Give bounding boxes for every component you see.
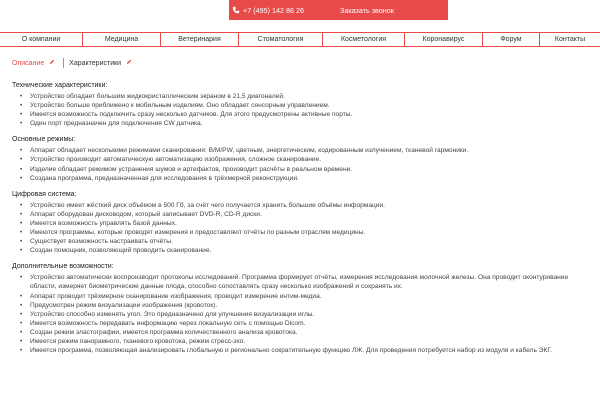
list-item: • Устройство производит автоматическую автоматизацию изображения, сложное сканирование.: [12, 155, 592, 164]
callback-button[interactable]: [340, 0, 394, 20]
phone-link[interactable]: [232, 0, 304, 20]
top-bar: [0, 0, 600, 20]
description-content: [12, 82, 592, 363]
top-bar-left-spacer: [0, 0, 229, 20]
tab-description-label: Описание: [12, 60, 45, 67]
section-modes: [12, 136, 592, 182]
nav-item-medicine[interactable]: Медицина: [83, 33, 161, 46]
callback-label: Заказать звонок: [340, 5, 394, 15]
nav-item-company[interactable]: О компании: [0, 33, 83, 46]
tab-characteristics-label: Характеристики: [69, 60, 122, 67]
section-additional: [12, 263, 592, 355]
list-item: • Один порт предназначен для подключения CW датчика.: [12, 119, 592, 128]
list-item: • Устройство способно изменять угол. Это предназначено для улучшения визуализации иглы.: [12, 310, 592, 319]
pencil-icon: [126, 59, 132, 65]
tab-divider: [63, 58, 64, 68]
list-item: • Имеется возможность подключить сразу несколько датчиков. Для этого предусмотрены активные порты.: [12, 110, 592, 119]
list-item: • Имеются программы, которые проводят измерения и предоставляют отчёты по разным отраслям медицины.: [12, 228, 592, 237]
feature-list: [12, 146, 592, 182]
product-tabs: [12, 58, 132, 68]
list-item: • Устройство имеет жёсткий диск объёмом в 500 Гб, за счёт чего получается хранить большие объёмы информации.: [12, 201, 592, 210]
nav-item-cosmetology[interactable]: Косметология: [323, 33, 405, 46]
list-item: • Создан режим эластографии, имеется программа количественного анализа кровотока.: [12, 328, 592, 337]
phone-number: +7 (495) 142 86 26: [243, 5, 304, 15]
list-item: • Аппарат оборудован дисководом, который записывает DVD-R, CD-R диски.: [12, 210, 592, 219]
tab-characteristics[interactable]: [69, 59, 132, 67]
top-bar-right-spacer: [448, 0, 600, 20]
list-item: • Изделие обладает режимом устранения шумов и артефактов, производит расчёты в реальном времени.: [12, 165, 592, 174]
section-title: Цифровая система:: [12, 190, 77, 198]
list-item: • Устройство автоматически воспроизводит протоколы исследований. Программа формирует отчёты, измерения исследования молочной железы. Она проводит оконтуривание области, измеряет биометрические данные плода, способно сопоставлять сразу несколько изображений и сохранять их.: [12, 273, 592, 291]
feature-list: [12, 201, 592, 256]
section-technical: [12, 82, 592, 128]
list-item: • Устройство больше приближено к мобильным изделиям. Оно обладает сенсорным управлением.: [12, 101, 592, 110]
section-title: Основные режимы:: [12, 136, 76, 144]
nav-item-contacts[interactable]: Контакты: [554, 36, 586, 43]
list-item: • Имеется режим панорамного, тканевого кровотока, режим стресс-эхо.: [12, 337, 592, 346]
list-item: • Создана программа, предназначенная для исследования в трёхмерной реконструкции.: [12, 174, 592, 183]
list-item: • Предусмотрен режим визуализации изображения (кровоток).: [12, 301, 592, 310]
nav-item-forum[interactable]: Форум: [483, 33, 540, 46]
phone-icon: [232, 6, 240, 14]
nav-item-dentistry[interactable]: Стоматология: [239, 33, 323, 46]
feature-list: [12, 273, 592, 355]
feature-list: [12, 92, 592, 128]
main-nav: [0, 32, 600, 47]
nav-item-veterinary[interactable]: Ветеринария: [161, 33, 239, 46]
list-item: • Аппарат обладает несколькими режимами сканирования: B/M/PW, цветным, энергетическим, кодированным излучением, тканевой гармоники.: [12, 146, 592, 155]
pencil-icon: [49, 59, 55, 65]
list-item: • Аппарат проводит трёхмерное сканирование изображения, проводит измерение интим-медиа.: [12, 292, 592, 301]
list-item: • Имеется программа, позволяющая анализировать глобальную и регионально сократительную функцию ЛЖ. Для проведения потребуется набор из модуля и кабель ЭКГ.: [12, 346, 592, 355]
list-item: • Имеется возможность передавать информацию через локальную сеть с помощью Dicom.: [12, 319, 592, 328]
list-item: • Имеется возможность управлять базой данных.: [12, 219, 592, 228]
list-item: • Устройство обладает большим жидкокристаллическим экраном в 21,5 диагоналей.: [12, 92, 592, 101]
tab-description[interactable]: [12, 59, 55, 67]
list-item: • Создан помощник, позволяющий проводить сканирование.: [12, 246, 592, 255]
section-title: Дополнительные возможности:: [12, 263, 114, 271]
nav-item-coronavirus[interactable]: Коронавирус: [405, 33, 483, 46]
section-title: Технические характеристики:: [12, 82, 108, 89]
list-item: • Существует возможность настраивать отчёты.: [12, 237, 592, 246]
section-digital: [12, 191, 592, 256]
